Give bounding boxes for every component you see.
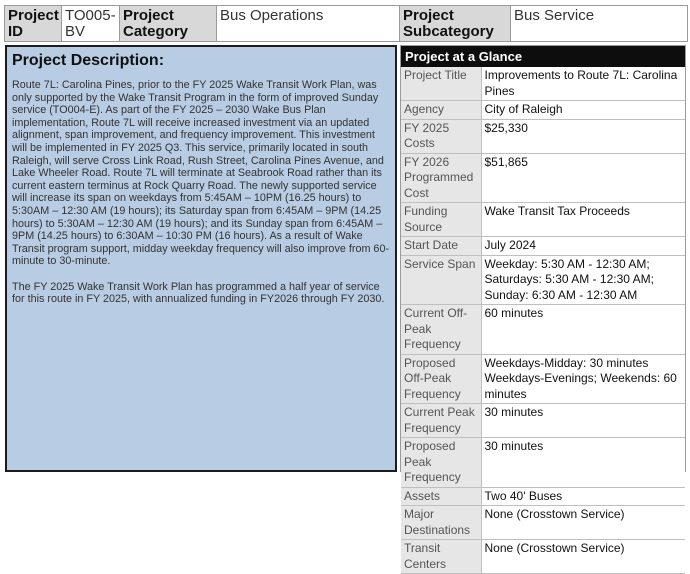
row-label-fy2026-programmed-cost: FY 2026 Programmed Cost [401, 153, 481, 203]
row-value-start-date: July 2024 [481, 237, 685, 256]
table-row [401, 354, 685, 404]
row-value-project-title: Improvements to Route 7L: Carolina Pines [481, 67, 685, 101]
glance-title: Project at a Glance [401, 46, 685, 67]
table-row [401, 404, 685, 438]
table-row [401, 305, 685, 355]
row-label-fy2025-costs: FY 2025 Costs [401, 119, 481, 153]
project-description-title: Project Description: [12, 52, 165, 69]
project-category-value: Bus Operations [217, 6, 400, 41]
row-value-assets: Two 40' Buses [481, 487, 685, 506]
table-row [401, 203, 685, 237]
table-row [401, 101, 685, 120]
row-value-proposed-peak-frequency: 30 minutes [481, 438, 685, 488]
row-value-current-peak-frequency: 30 minutes [481, 404, 685, 438]
table-row [401, 487, 685, 506]
row-label-current-off-peak-frequency: Current Off-Peak Frequency [401, 305, 481, 355]
project-header [4, 5, 688, 42]
project-category-label: Project Category [120, 6, 217, 41]
project-id-label: Project ID [5, 6, 62, 41]
row-value-transit-centers: None (Crosstown Service) [481, 540, 685, 574]
project-subcategory-label: Project Subcategory [400, 6, 511, 41]
row-value-service-span: Weekday: 5:30 AM - 12:30 AM; Saturdays: 5:30 AM - 12:30 AM; Sunday: 6:30 AM - 12:30 AM [481, 255, 685, 305]
row-value-fy2025-costs: $25,330 [481, 119, 685, 153]
row-label-proposed-peak-frequency: Proposed Peak Frequency [401, 438, 481, 488]
table-row [401, 153, 685, 203]
row-value-current-off-peak-frequency: 60 minutes [481, 305, 685, 355]
row-label-transit-centers: Transit Centers [401, 540, 481, 574]
row-label-major-destinations: Major Destinations [401, 506, 481, 540]
row-label-project-title: Project Title [401, 67, 481, 101]
row-value-funding-source: Wake Transit Tax Proceeds [481, 203, 685, 237]
table-row [401, 438, 685, 488]
row-value-major-destinations: None (Crosstown Service) [481, 506, 685, 540]
row-label-start-date: Start Date [401, 237, 481, 256]
table-row [401, 540, 685, 574]
table-row [401, 67, 685, 101]
row-label-current-peak-frequency: Current Peak Frequency [401, 404, 481, 438]
row-label-assets: Assets [401, 487, 481, 506]
project-at-a-glance-panel [400, 45, 686, 571]
description-paragraph: The FY 2025 Wake Transit Work Plan has programmed a half year of service for this route in FY 2025, with annualized funding in FY2026 through FY 2030. [12, 280, 385, 306]
project-subcategory-value: Bus Service [511, 6, 687, 41]
project-id-value: TO005-BV [62, 6, 120, 41]
row-label-funding-source: Funding Source [401, 203, 481, 237]
table-row [401, 119, 685, 153]
row-label-proposed-off-peak-frequency: Proposed Off-Peak Frequency [401, 354, 481, 404]
description-paragraph: Route 7L: Carolina Pines, prior to the FY 2025 Wake Transit Work Plan, was only supported by the Wake Transit Program in the form of improved Sunday service (TO004-E). As part of the FY 2025 – 2030 Wake Bus Plan implementation, Route 7L will receive increased investment via an updated alignment, span improvement, and frequency improvement. This investment will be implemented in FY 2025 Q3. This service, primarily located in south Raleigh, will serve Cross Link Road, Rush Street, Carolina Pines Avenue, and Lake Wheeler Road. Route 7L will terminate at Seabrook Road rather than its current eastern terminus at Rock Quarry Road. The newly supported service will increase its span on weekdays from 5:45AM – 10PM (16.25 hours) to 5:30AM – 12:30 AM (19 hours); its Saturday span from 6:45AM – 9PM (14.25 hours) to 5:30AM – 12:30 AM (19 hours); and its Sunday span from 6:45AM – 9PM (14.25 hours) to 6:30AM – 10:30 PM (16 hours). As a result of Wake Transit program support, midday weekday frequency will also improve from 60-minute to 30-minute. [12, 79, 390, 268]
table-row [401, 237, 685, 256]
row-value-fy2026-programmed-cost: $51,865 [481, 153, 685, 203]
row-value-proposed-off-peak-frequency: Weekdays-Midday: 30 minutes Weekdays-Evenings; Weekends: 60 minutes [481, 354, 685, 404]
project-description-body [12, 79, 390, 306]
row-label-service-span: Service Span [401, 255, 481, 305]
table-row [401, 255, 685, 305]
table-row [401, 506, 685, 540]
glance-table [401, 67, 685, 574]
project-description-panel [5, 45, 397, 472]
row-value-agency: City of Raleigh [481, 101, 685, 120]
row-label-agency: Agency [401, 101, 481, 120]
